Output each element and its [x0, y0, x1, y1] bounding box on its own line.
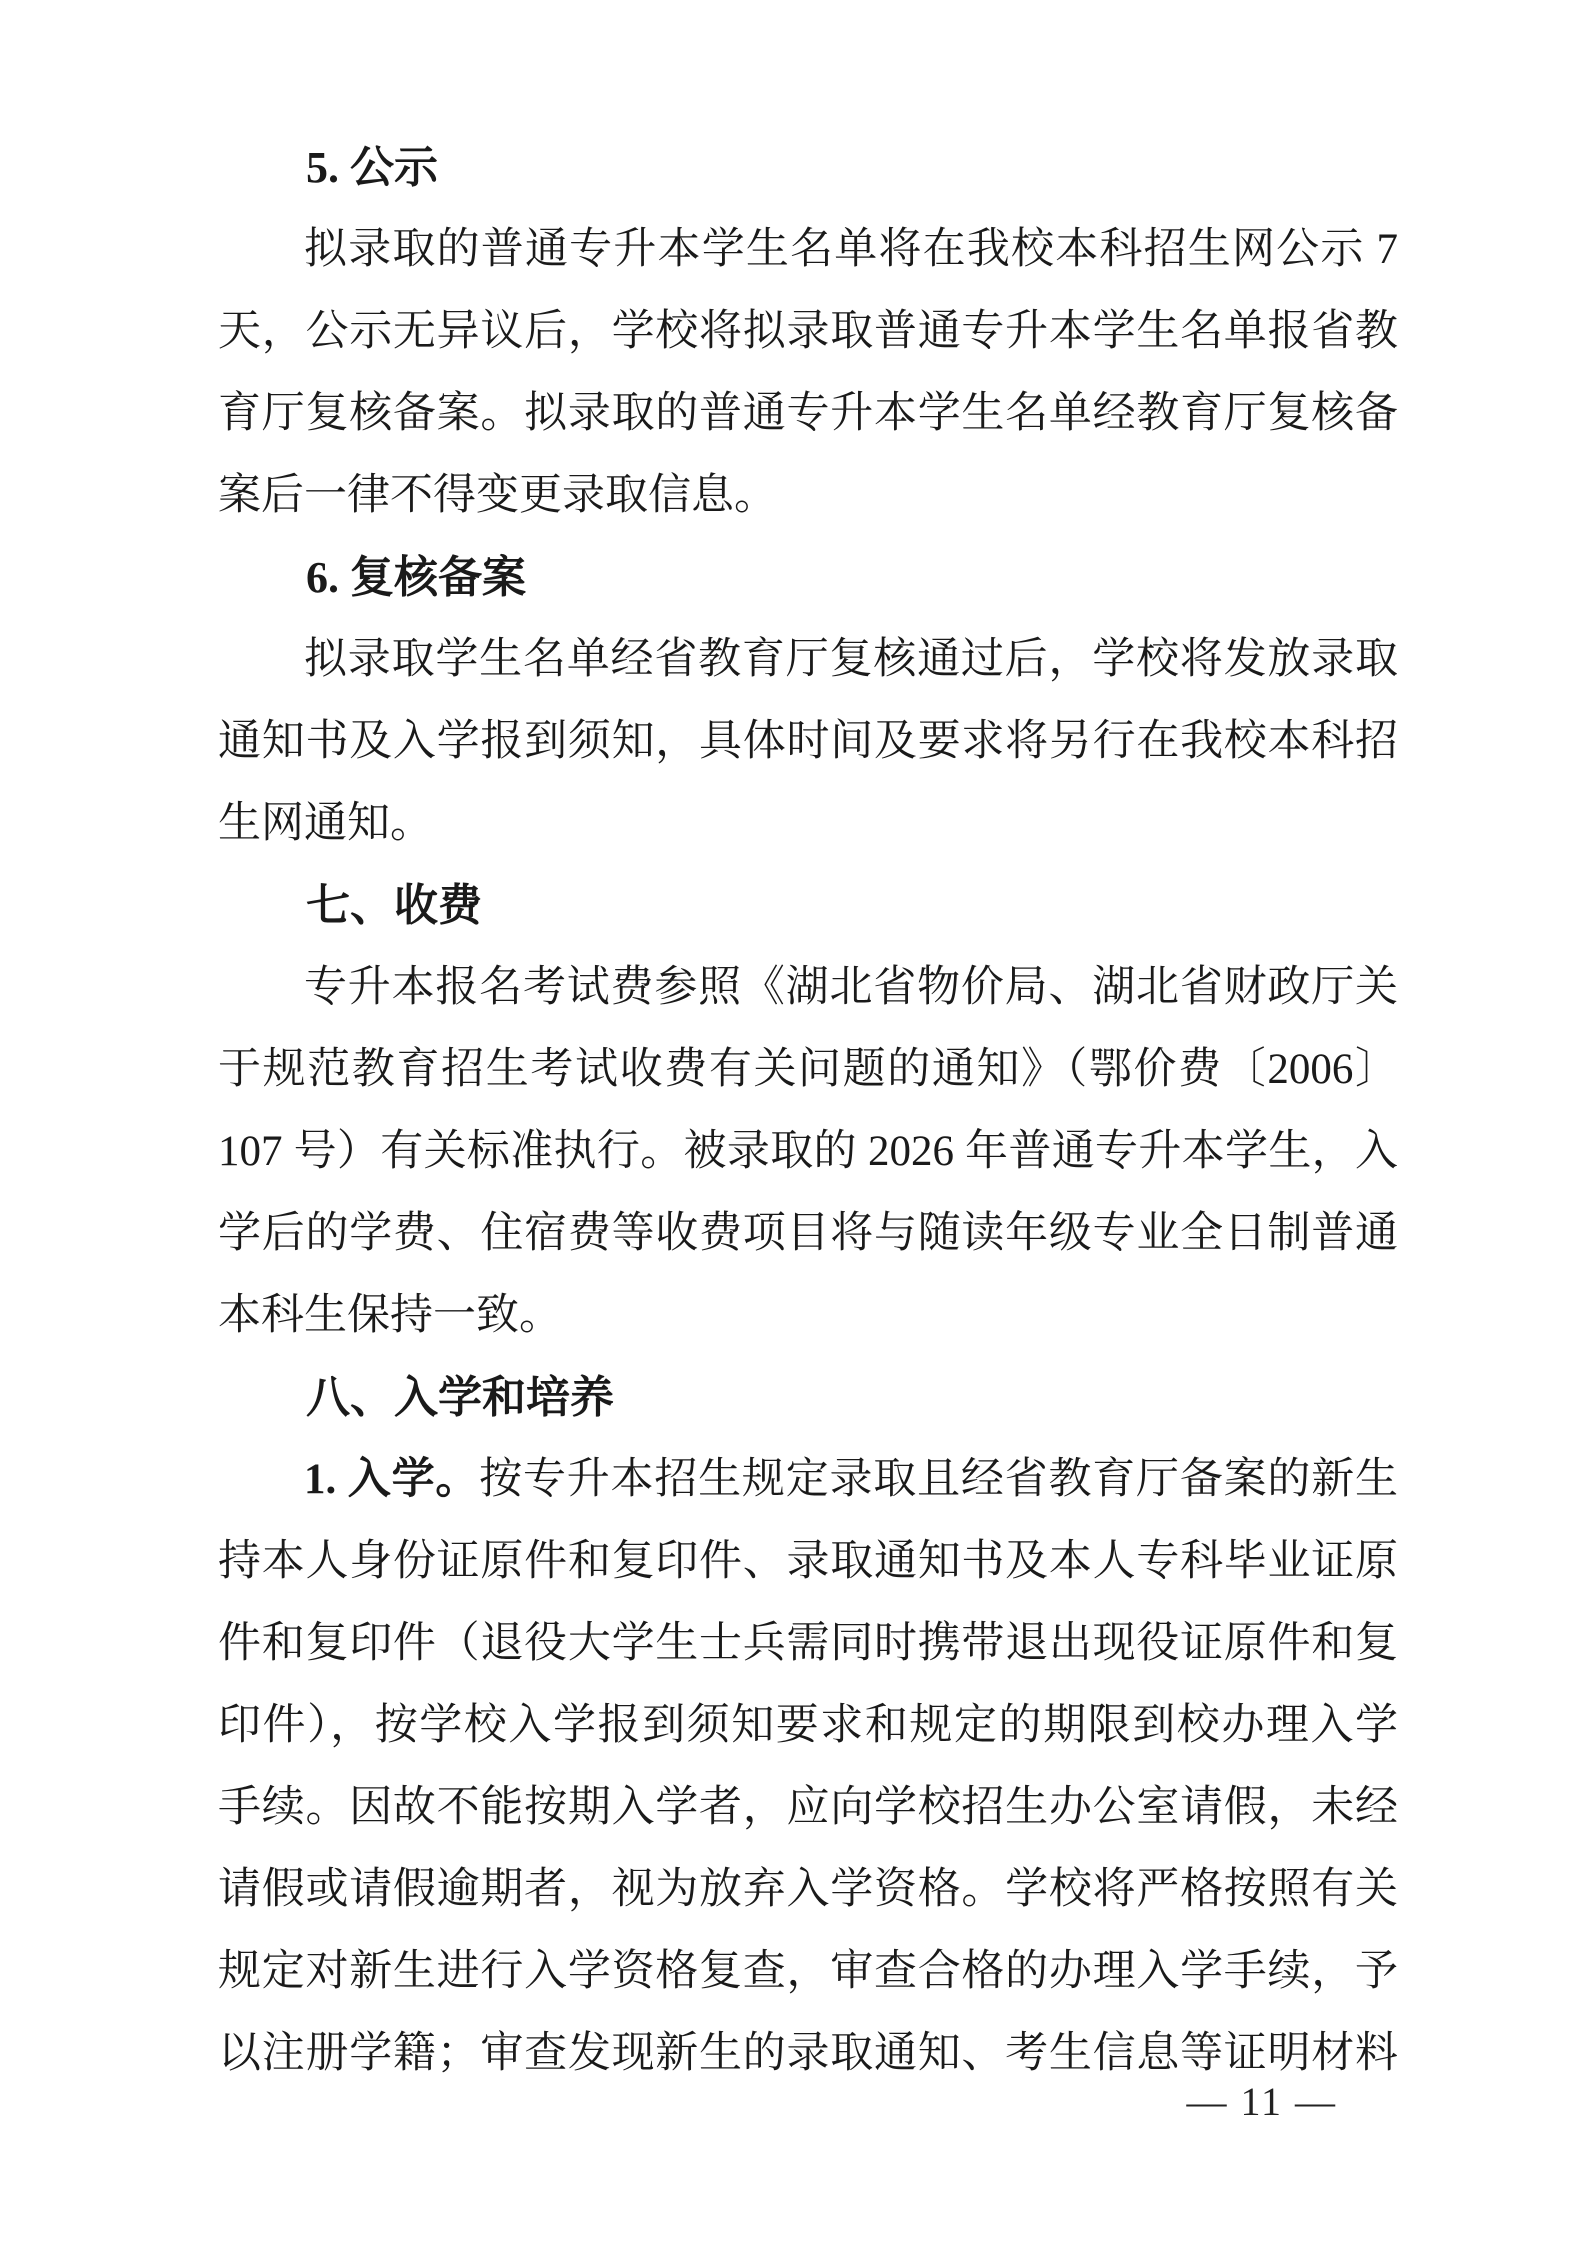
paragraph-line: 印件），按学校入学报到须知要求和规定的期限到校办理入学	[218, 1702, 1398, 1749]
section-heading-6-fuhebeian: 6. 复核备案	[306, 553, 526, 602]
section-heading-8-ruxue-peiyang: 八、入学和培养	[306, 1373, 614, 1422]
paragraph-line: 天，公示无异议后，学校将拟录取普通专升本学生名单报省教	[218, 308, 1398, 355]
subitem-lead-1-ruxue: 1. 入学。	[304, 1456, 480, 1503]
paragraph-line: 拟录取学生名单经省教育厅复核通过后，学校将发放录取	[304, 636, 1398, 683]
paragraph-line: 育厅复核备案。拟录取的普通专升本学生名单经教育厅复核备	[218, 390, 1398, 437]
paragraph-line: 于规范教育招生考试收费有关问题的通知》（鄂价费〔2006〕	[218, 1046, 1398, 1093]
paragraph-line: 专升本报名考试费参照《湖北省物价局、湖北省财政厅关	[304, 964, 1398, 1011]
paragraph-line: 通知书及入学报到须知，具体时间及要求将另行在我校本科招	[218, 718, 1398, 765]
paragraph-line: 规定对新生进行入学资格复查，审查合格的办理入学手续，予	[218, 1948, 1398, 1995]
page-number: — 11 —	[1186, 2079, 1337, 2124]
section-heading-5-gongshi: 5. 公示	[306, 143, 438, 192]
paragraph-line: 本科生保持一致。	[218, 1292, 562, 1339]
section-heading-7-shoufei: 七、收费	[306, 881, 482, 930]
paragraph-line: 学后的学费、住宿费等收费项目将与随读年级专业全日制普通	[218, 1210, 1398, 1257]
paragraph-line: 案后一律不得变更录取信息。	[218, 472, 777, 519]
paragraph-line: 手续。因故不能按期入学者，应向学校招生办公室请假，未经	[218, 1784, 1398, 1831]
paragraph-line: 拟录取的普通专升本学生名单将在我校本科招生网公示 7	[304, 226, 1398, 273]
paragraph-line: 请假或请假逾期者，视为放弃入学资格。学校将严格按照有关	[218, 1866, 1398, 1913]
text-column	[218, 127, 1398, 2095]
paragraph-line: 持本人身份证原件和复印件、录取通知书及本人专科毕业证原	[218, 1538, 1398, 1585]
paragraph-line	[218, 1439, 1398, 1521]
paragraph-line: 件和复印件（退役大学生士兵需同时携带退出现役证原件和复	[218, 1620, 1398, 1667]
paragraph-line: 以注册学籍；审查发现新生的录取通知、考生信息等证明材料	[218, 2030, 1398, 2077]
paragraph-text: 按专升本招生规定录取且经省教育厅备案的新生	[479, 1456, 1399, 1503]
paragraph-line: 107 号）有关标准执行。被录取的 2026 年普通专升本学生，入	[218, 1128, 1398, 1175]
paragraph-line: 生网通知。	[218, 800, 433, 847]
